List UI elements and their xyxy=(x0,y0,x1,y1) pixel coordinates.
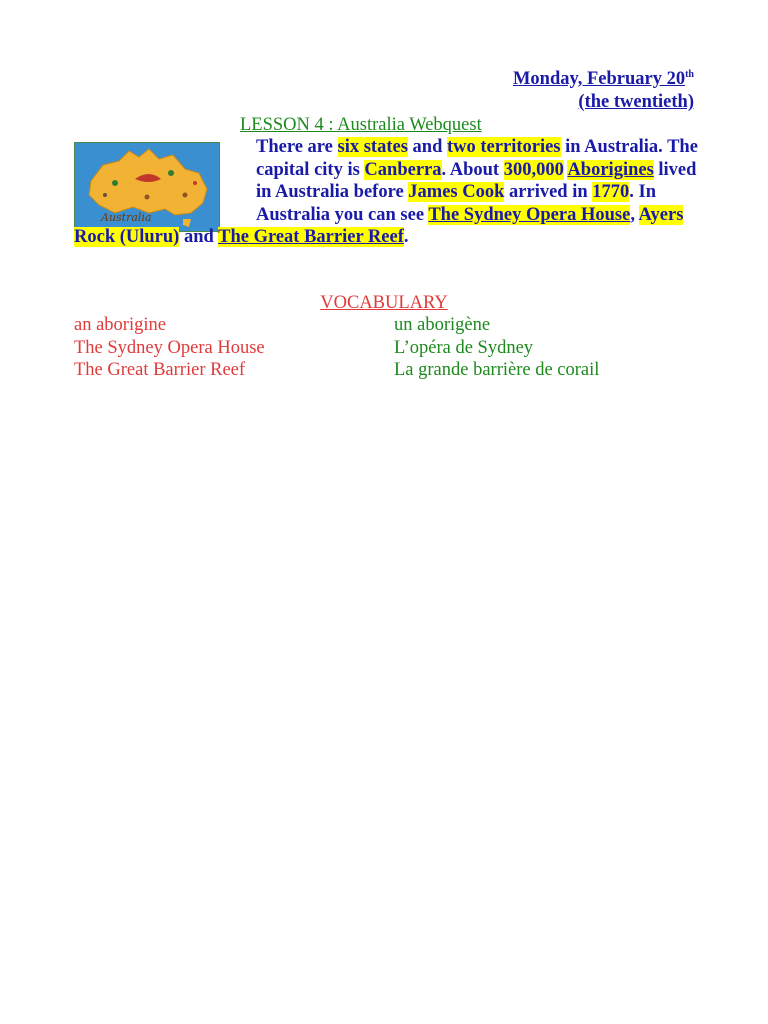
intro-text: and xyxy=(407,137,447,157)
keyword-link[interactable]: The Great Barrier Reef xyxy=(218,227,404,247)
keyword-highlight: six states xyxy=(337,137,408,157)
date-main: Monday, February 20 xyxy=(512,69,686,89)
vocabulary-row xyxy=(74,337,694,360)
intro-text: . xyxy=(403,227,409,247)
vocabulary-row xyxy=(74,359,694,382)
vocab-english: The Great Barrier Reef xyxy=(74,360,246,380)
vocab-english: an aborigine xyxy=(74,315,166,335)
map-caption: Australia xyxy=(101,211,152,224)
vocabulary-title: VOCABULARY xyxy=(320,293,448,313)
date-heading xyxy=(513,68,694,114)
keyword-link[interactable]: Aborigines xyxy=(567,159,654,180)
intro-text: arrived in xyxy=(504,182,593,202)
keyword-highlight: 1770 xyxy=(592,182,630,202)
vocab-french: un aborigène xyxy=(394,315,491,335)
lesson-title: LESSON 4 : Australia Webquest xyxy=(240,115,482,135)
intro-text: lived in Australia before xyxy=(256,159,697,202)
intro-text: and xyxy=(179,227,219,247)
vocabulary-list xyxy=(74,314,694,382)
image-spacer xyxy=(74,136,256,226)
keyword-highlight: James Cook xyxy=(408,182,505,202)
vocab-french: La grande barrière de corail xyxy=(394,360,600,380)
intro-text: . About xyxy=(441,159,504,180)
vocabulary-row xyxy=(74,314,694,337)
keyword-highlight: Canberra xyxy=(364,159,442,180)
keyword-link[interactable]: The Sydney Opera House xyxy=(428,204,631,225)
keyword-highlight: Ayers Rock (Uluru) xyxy=(74,204,684,247)
intro-text: . In Australia you can see xyxy=(256,182,657,225)
intro-text: in Australia. The capital city is xyxy=(256,137,698,180)
intro-paragraph xyxy=(74,136,698,249)
vocab-french: L’opéra de Sydney xyxy=(394,337,534,358)
keyword-highlight: two territories xyxy=(447,137,561,157)
intro-text: There are xyxy=(256,137,338,157)
intro-text: , xyxy=(630,204,639,225)
date-words: (the twentieth) xyxy=(578,92,694,112)
date-suffix: th xyxy=(685,68,694,80)
vocab-english: The Sydney Opera House xyxy=(74,337,265,358)
keyword-highlight: 300,000 xyxy=(503,159,564,180)
